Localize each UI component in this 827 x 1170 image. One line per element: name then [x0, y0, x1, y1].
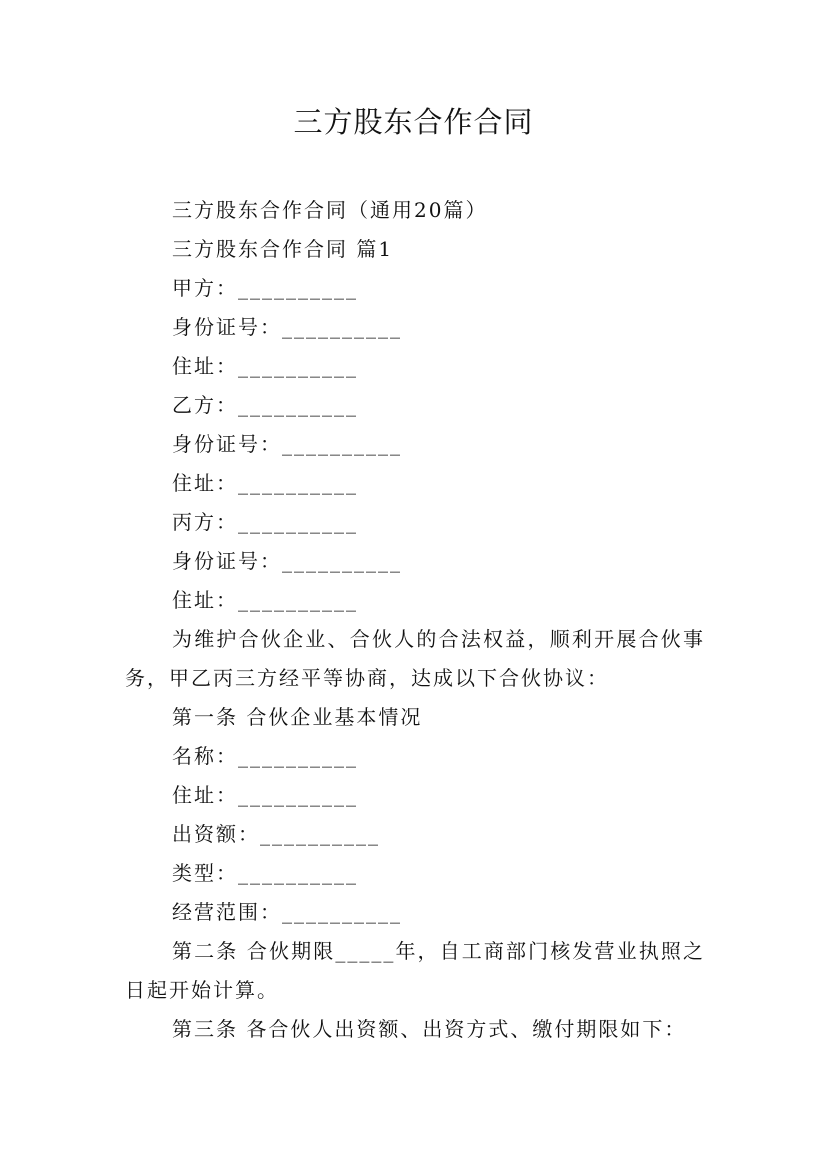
enterprise-name-line: 名称：__________ — [172, 744, 358, 768]
subtitle-line: 三方股东合作合同（通用20篇） — [172, 198, 488, 222]
party-c-id-line: 身份证号：__________ — [172, 549, 402, 573]
party-c-address-line: 住址：__________ — [172, 588, 358, 612]
section-heading-line: 三方股东合作合同 篇1 — [172, 237, 394, 261]
party-a-line: 甲方：__________ — [172, 276, 358, 300]
party-b-line: 乙方：__________ — [172, 393, 358, 417]
party-b-id-line: 身份证号：__________ — [172, 432, 402, 456]
article-1-heading: 第一条 合伙企业基本情况 — [172, 705, 423, 729]
article-3-paragraph: 第三条 各合伙人出资额、出资方式、缴付期限如下： — [172, 1017, 687, 1041]
capital-amount-line: 出资额：__________ — [172, 822, 380, 846]
business-scope-line: 经营范围：__________ — [172, 900, 402, 924]
enterprise-address-line: 住址：__________ — [172, 783, 358, 807]
article-2-paragraph: 第二条 合伙期限_____年，自工商部门核发营业执照之日起开始计算。 — [125, 939, 705, 1002]
document-body — [125, 191, 705, 1049]
enterprise-type-line: 类型：__________ — [172, 861, 358, 885]
party-c-line: 丙方：__________ — [172, 510, 358, 534]
party-a-address-line: 住址：__________ — [172, 354, 358, 378]
party-b-address-line: 住址：__________ — [172, 471, 358, 495]
preamble-paragraph: 为维护合伙企业、合伙人的合法权益，顺利开展合伙事务，甲乙丙三方经平等协商，达成以下合伙协议： — [125, 627, 705, 690]
party-a-id-line: 身份证号：__________ — [172, 315, 402, 339]
document-title: 三方股东合作合同 — [293, 105, 534, 139]
